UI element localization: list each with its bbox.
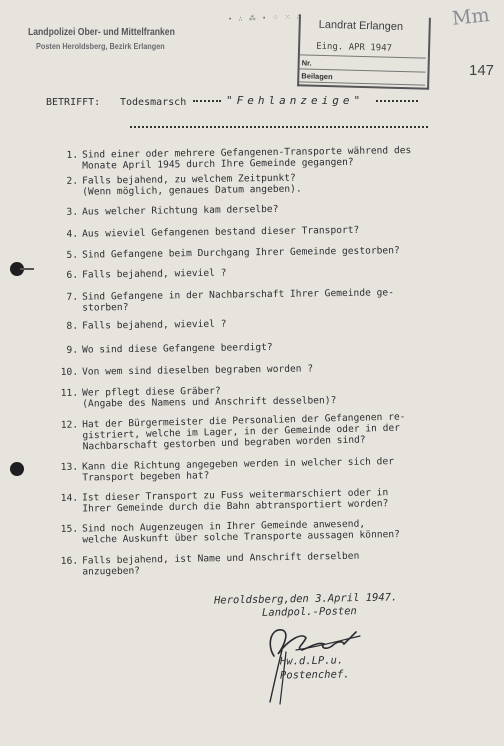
- question-number: 2.: [66, 175, 79, 187]
- dotted-leader: [376, 100, 418, 102]
- place-date: Heroldsberg,den 3.April 1947.: [213, 591, 398, 607]
- question-item: [56, 383, 448, 410]
- received-stamp: [297, 14, 431, 89]
- question-text: Falls bejahend, wieviel ?: [81, 318, 227, 332]
- question-item: [56, 549, 448, 578]
- subject-label: BETRIFFT:: [46, 97, 101, 108]
- question-number: 5.: [66, 249, 79, 261]
- office-name: Landpol.-Posten: [261, 605, 357, 619]
- stamp-received-date: Eing. APR 1947: [315, 41, 393, 54]
- question-item: [56, 145, 448, 172]
- question-text: Wo sind diese Gefangene beerdigt?: [81, 341, 273, 356]
- question-number: 13.: [60, 461, 79, 473]
- question-number: 7.: [66, 291, 79, 303]
- subject-text: Todesmarsch: [120, 97, 187, 108]
- question-item: [56, 171, 448, 198]
- handwritten-corner-mark: Mm: [450, 4, 491, 30]
- question-item: [56, 517, 448, 546]
- question-number: 16.: [60, 555, 79, 567]
- question-item: [56, 202, 448, 218]
- question-text: Falls bejahend, ist Name und Anschrift derselben anzugeben?: [81, 550, 360, 578]
- question-number: 3.: [66, 206, 79, 218]
- question-item: [56, 340, 448, 356]
- question-item: [56, 362, 448, 378]
- question-text: Kann die Richtung angegeben werden in welcher sich der Transport begeben hat?: [81, 456, 395, 484]
- question-number: 9.: [66, 344, 79, 356]
- question-text: Wer pflegt diese Gräber? (Angabe des Namens und Anschrift desselben)?: [81, 385, 337, 410]
- stamp-beilagen-label: Beilagen: [301, 71, 333, 82]
- dotted-rule: [130, 126, 428, 128]
- punch-hole: [10, 462, 24, 476]
- question-number: 8.: [66, 320, 79, 332]
- question-text: Sind einer oder mehrere Gefangenen-Transporte während des Monate April 1945 durch Ihre Gemeinde gegangen?: [81, 145, 412, 172]
- question-text: Falls bejahend, zu welchem Zeitpunkt? (Wenn möglich, genaues Datum angeben).: [81, 172, 302, 198]
- question-item: [56, 455, 448, 484]
- stamp-rule: [299, 81, 425, 85]
- question-text: Sind Gefangene beim Durchgang Ihrer Gemeinde gestorben?: [81, 245, 400, 261]
- punch-hole-mark: [20, 268, 34, 270]
- question-item: [56, 224, 448, 240]
- question-number: 1.: [66, 149, 79, 161]
- question-number: 15.: [60, 523, 79, 535]
- org-name: Landpolizei Ober- und Mittelfranken: [28, 26, 175, 38]
- question-number: 12.: [60, 419, 79, 431]
- subject-title: "Fehlanzeige": [226, 94, 365, 107]
- question-number: 6.: [66, 269, 79, 281]
- question-number: 11.: [60, 387, 79, 399]
- question-text: Aus wieviel Gefangenen bestand dieser Transport?: [81, 224, 360, 240]
- question-text: Hat der Bürgermeister die Personalien der Gefangenen re- gistriert, welche im Lager, in der Gemeinde oder in der Nachbarschaft gestorben und begraben worden sind?: [81, 411, 406, 453]
- question-text: Aus welcher Richtung kam derselbe?: [81, 203, 279, 218]
- question-text: Sind Gefangene in der Nachbarschaft Ihrer Gemeinde ge- storben?: [81, 287, 395, 314]
- page-number: 147: [469, 62, 495, 79]
- dotted-leader: [193, 100, 221, 102]
- question-item: [56, 265, 448, 281]
- question-item: [56, 410, 448, 453]
- stamp-title: Landrat Erlangen: [318, 18, 404, 34]
- question-text: Ist dieser Transport zu Fuss weitermarschiert oder in Ihrer Gemeinde durch die Bahn abtransportiert worden?: [81, 487, 389, 515]
- question-item: [56, 316, 448, 332]
- question-number: 10.: [60, 366, 79, 378]
- signer-rank: Hw.d.LP.u.: [279, 654, 344, 668]
- stamp-rule: [300, 54, 426, 58]
- question-text: Sind noch Augenzeugen in Ihrer Gemeinde anwesend, welche Auskunft über solche Transporte aussagen können?: [81, 518, 401, 546]
- question-text: Von wem sind dieselben begraben worden ?: [81, 363, 314, 378]
- stamp-nr-label: Nr.: [301, 58, 312, 68]
- question-number: 14.: [60, 492, 79, 504]
- org-post: Posten Heroldsberg, Bezirk Erlangen: [36, 41, 165, 51]
- question-item: [56, 245, 448, 261]
- question-text: Falls bejahend, wieviel ?: [81, 267, 227, 281]
- top-marks: • ∴ ⁂ ∙ ⁘ ⁙ ∴: [227, 12, 302, 24]
- question-item: [56, 287, 448, 314]
- question-number: 4.: [66, 228, 79, 240]
- question-item: [56, 486, 448, 515]
- signer-position: Postenchef.: [279, 668, 350, 682]
